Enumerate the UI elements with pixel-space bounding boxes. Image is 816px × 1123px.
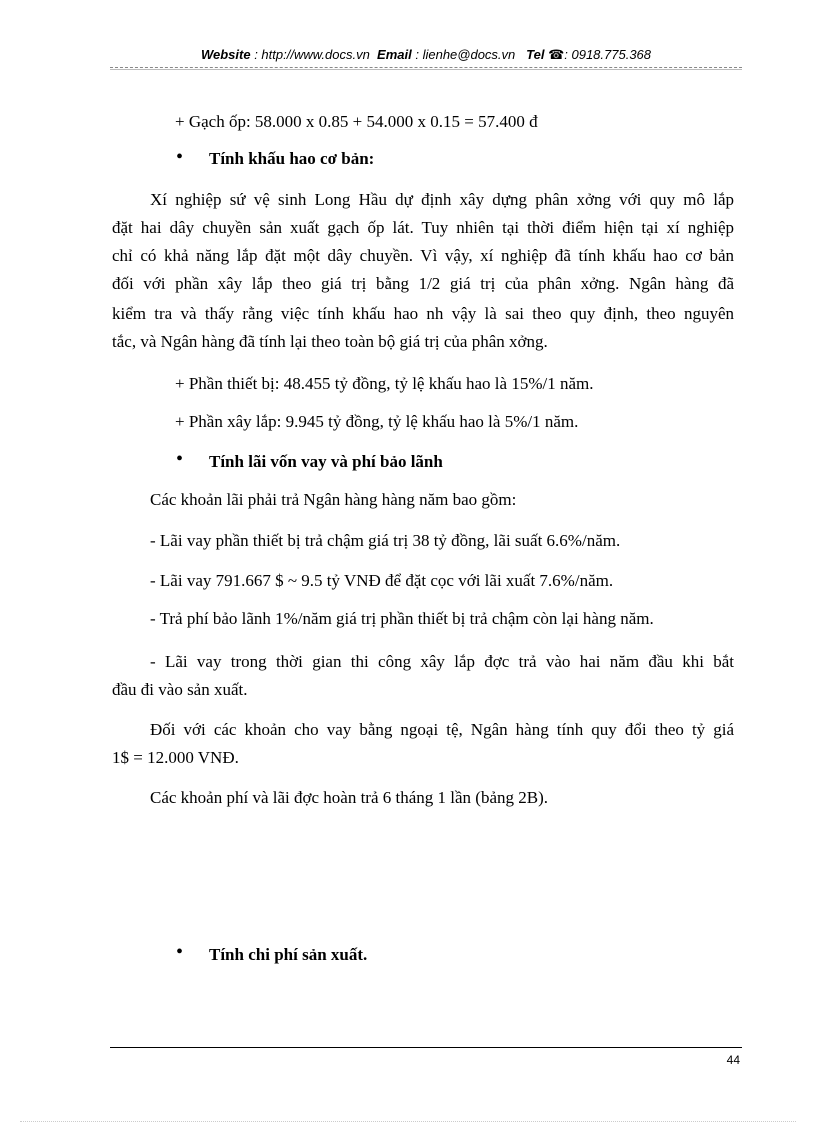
tel-label: Tel: [526, 47, 545, 62]
email-label: Email: [377, 47, 412, 62]
bullet-icon: •: [176, 941, 184, 963]
paragraph-line: Đối với các khoản cho vay bằng ngoại tệ, Ngân hàng tính quy đổi theo tỷ giá: [150, 720, 734, 739]
paragraph-line: - Lãi vay trong thời gian thi công xây lắp đợc trả vào hai năm đầu khi bắt: [150, 652, 734, 671]
equipment-depreciation-line: + Phần thiết bị: 48.455 tỷ đồng, tỷ lệ khấu hao là 15%/1 năm.: [175, 374, 594, 393]
paragraph-line: kiểm tra và thấy rằng việc tính khấu hao nh vậy là sai theo quy định, theo nguyên: [112, 304, 734, 323]
paragraph-line: chỉ có khả năng lắp đặt một dây chuyền. Vì vậy, xí nghiệp đã tính khấu hao cơ bản: [112, 246, 734, 265]
repayment-line: Các khoản phí và lãi đợc hoàn trả 6 tháng 1 lần (bảng 2B).: [150, 788, 548, 807]
page-bottom-border: [20, 1121, 796, 1122]
page-header: [110, 47, 742, 67]
website-url: : http://www.docs.vn: [254, 47, 370, 62]
interest-item: - Trả phí bảo lãnh 1%/năm giá trị phần thiết bị trả chậm còn lại hàng năm.: [150, 609, 654, 628]
interest-intro-line: Các khoản lãi phải trả Ngân hàng hàng năm bao gồm:: [150, 490, 517, 509]
heading-interest: Tính lãi vốn vay và phí bảo lãnh: [209, 452, 443, 471]
bullet-icon: •: [176, 146, 184, 168]
phone-icon: ☎: [548, 47, 565, 62]
construction-depreciation-line: + Phần xây lắp: 9.945 tỷ đồng, tỷ lệ khấu hao là 5%/1 năm.: [175, 412, 579, 431]
interest-item: - Lãi vay 791.667 $ ~ 9.5 tỷ VNĐ để đặt cọc với lãi xuất 7.6%/năm.: [150, 571, 614, 590]
paragraph-line: tắc, và Ngân hàng đã tính lại theo toàn bộ giá trị của phân xởng.: [112, 332, 548, 351]
paragraph-line: 1$ = 12.000 VNĐ.: [112, 748, 239, 767]
page-number: 44: [726, 1053, 740, 1067]
tile-price-line: + Gạch ốp: 58.000 x 0.85 + 54.000 x 0.15 = 57.400 đ: [175, 112, 538, 131]
paragraph-line: đối với phần xây lắp theo giá trị bằng 1/2 giá trị của phân xởng. Ngân hàng đã: [112, 274, 734, 293]
tel-number: : 0918.775.368: [564, 47, 652, 62]
heading-depreciation: Tính khấu hao cơ bản:: [209, 149, 375, 168]
bullet-icon: •: [176, 448, 184, 470]
header-divider-secondary: [110, 69, 742, 70]
header-divider: [110, 67, 742, 68]
email-address: : lienhe@docs.vn: [415, 47, 516, 62]
paragraph-line: Xí nghiệp sứ vệ sinh Long Hầu dự định xây dựng phân xởng với quy mô lắp: [150, 190, 734, 209]
website-label: Website: [200, 47, 251, 62]
heading-production-cost: Tính chi phí sản xuất.: [209, 945, 368, 964]
paragraph-line: đặt hai dây chuyền sản xuất gạch ốp lát. Tuy nhiên tại thời điểm hiện tại xí nghiệp: [112, 218, 734, 237]
footer-divider: [110, 1047, 742, 1048]
interest-item: - Lãi vay phần thiết bị trả chậm giá trị 38 tỷ đồng, lãi suất 6.6%/năm.: [150, 531, 621, 550]
paragraph-line: đầu đi vào sản xuất.: [112, 680, 248, 699]
